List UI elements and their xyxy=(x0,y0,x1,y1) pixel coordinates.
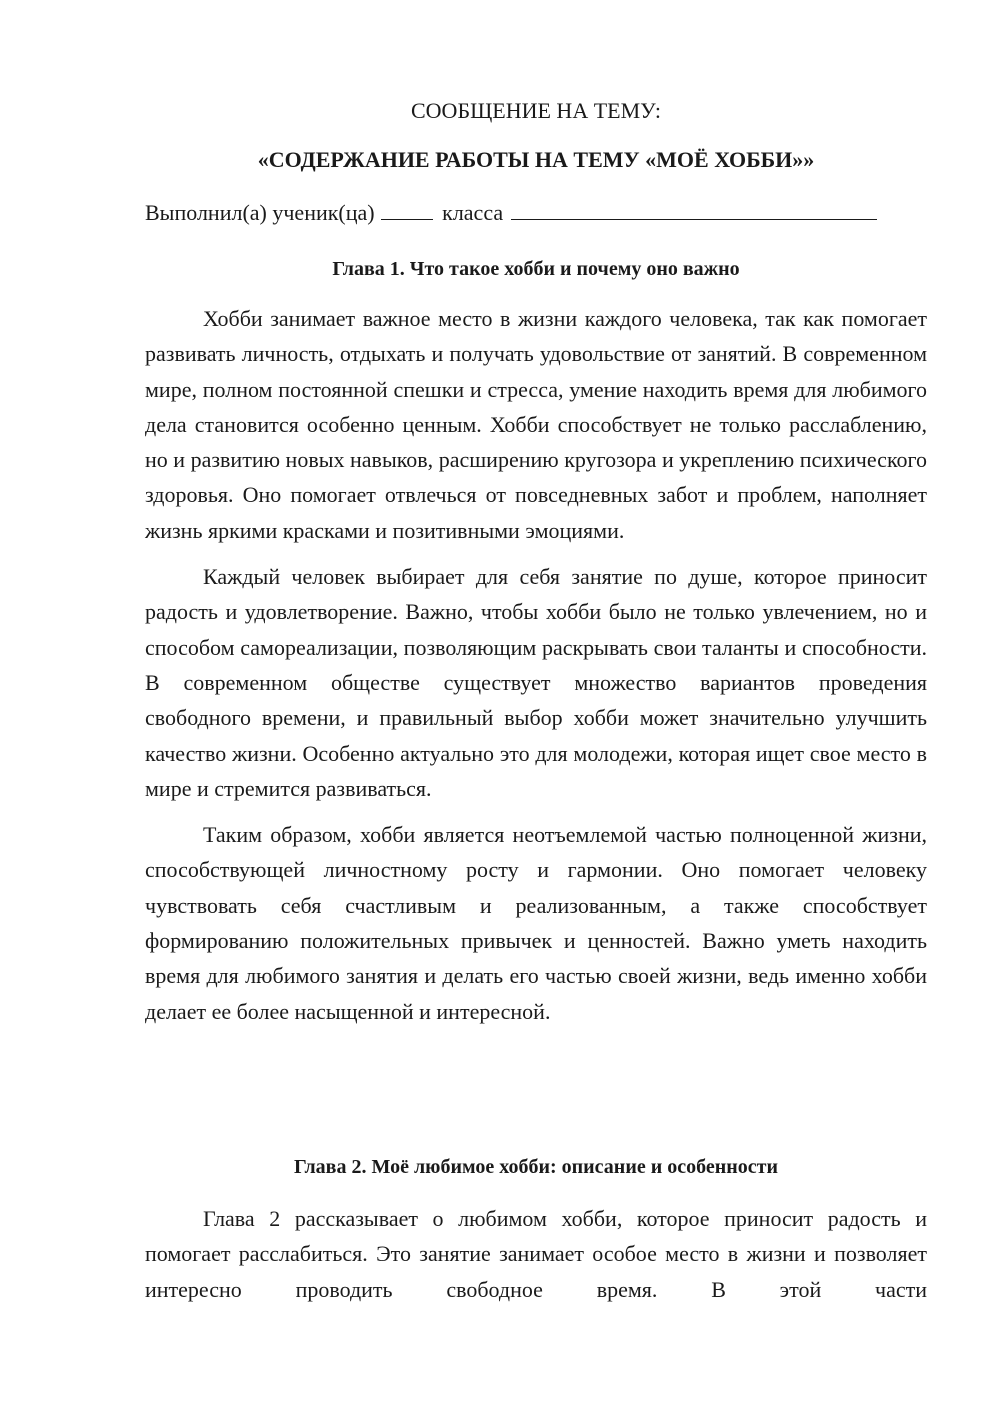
document-title: «СОДЕРЖАНИЕ РАБОТЫ НА ТЕМУ «МОЁ ХОББИ»» xyxy=(257,147,815,172)
chapter-1-paragraph-3: Таким образом, хобби является неотъемлемой частью полноценной жизни, способствующей личностному росту и гармонии. Оно помогает человеку чувствовать себя счастливым и реализованным, а также способствует формированию положительных привычек и ценностей. Важно уметь находить время для любимого занятия и делать его частью своей жизни, ведь именно хобби делает ее более насыщенной и интересной. xyxy=(145,822,927,1024)
performer-label: Выполнил(а) ученик(ца) xyxy=(145,200,375,225)
chapter-2-body xyxy=(145,1201,927,1318)
class-number-blank xyxy=(381,199,433,220)
class-name-blank xyxy=(511,199,877,220)
chapter-2-title: Глава 2. Моё любимое хобби: описание и особенности xyxy=(293,1156,779,1178)
chapter-1-paragraph-1: Хобби занимает важное место в жизни каждого человека, так как помогает развивать личность, отдыхать и получать удовольствие от занятий. В современном мире, полном постоянной спешки и стресса, умение находить время для любимого дела становится особенно ценным. Хобби способствует не только расслаблению, но и развитию новых навыков, расширению кругозора и укреплению психического здоровья. Оно помогает отвлечься от повседневных забот и проблем, наполняет жизнь яркими красками и позитивными эмоциями. xyxy=(145,306,927,543)
document-header-topic: СООБЩЕНИЕ НА ТЕМУ: xyxy=(411,98,661,123)
chapter-1-body xyxy=(145,301,927,1040)
performer-line xyxy=(145,199,927,227)
class-label: класса xyxy=(442,200,504,225)
chapter-1-title: Глава 1. Что такое хобби и почему оно важно xyxy=(332,258,740,280)
chapter-1-paragraph-2: Каждый человек выбирает для себя занятие по душе, которое приносит радость и удовлетворение. Важно, чтобы хобби было не только увлечением, но и способом самореализации, позволяющим раскрывать свои таланты и способности. В современном обществе существует множество вариантов проведения свободного времени, и правильный выбор хобби может значительно улучшить качество жизни. Особенно актуально это для молодежи, которая ищет свое место в мире и стремится развиваться. xyxy=(145,564,927,801)
chapter-2-paragraph-1: Глава 2 рассказывает о любимом хобби, которое приносит радость и помогает расслабиться. Это занятие занимает особое место в жизни и позволяет интересно проводить свободное время. В этой части xyxy=(145,1206,927,1302)
